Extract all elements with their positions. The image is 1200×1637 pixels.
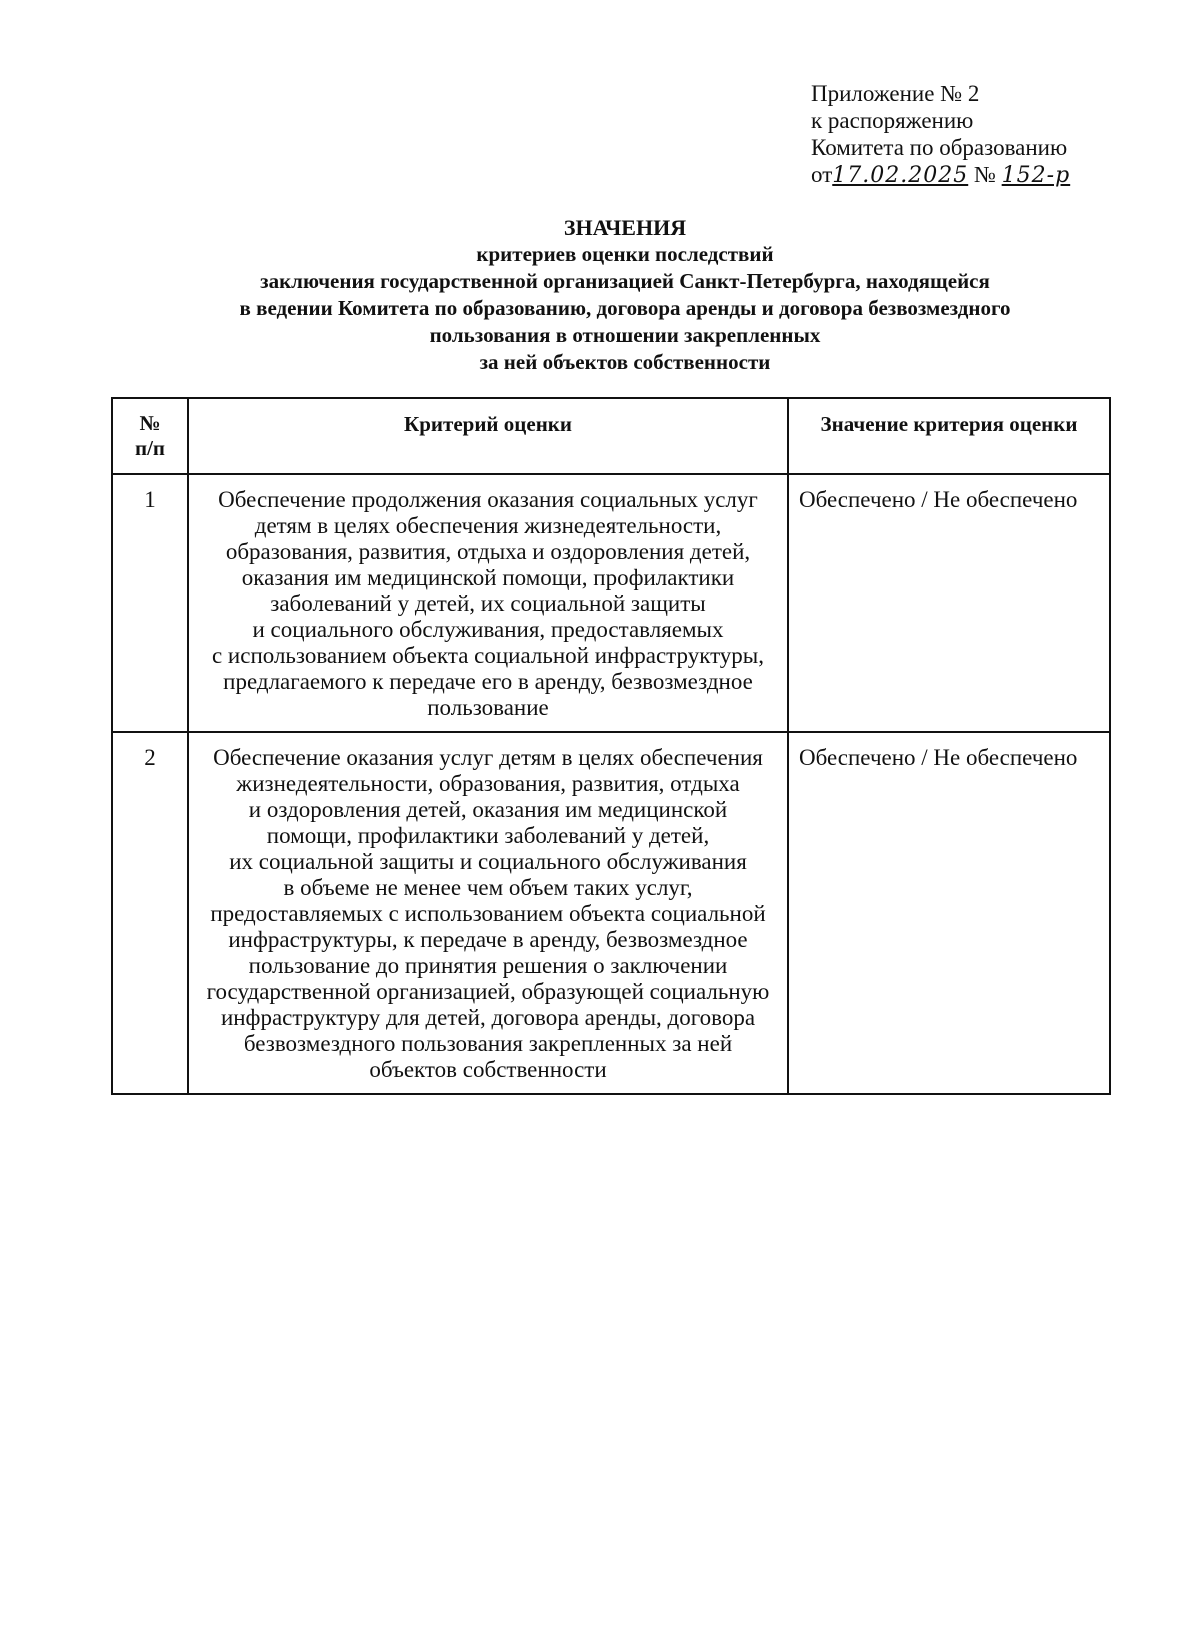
criterion-line: оказания им медицинской помощи, профилактики [241,565,735,590]
criterion-line: в объеме не менее чем объем таких услуг, [283,875,693,900]
header-number [112,398,188,474]
criterion-line: инфраструктуру для детей, договора аренды, договора [220,1005,756,1030]
handwritten-date: 17.02.2025 [832,163,969,188]
criterion-line: с использованием объекта социальной инфраструктуры, [211,643,765,668]
document-title [60,214,1190,376]
appendix-order-ref: к распоряжению [811,108,974,133]
title-line-2: критериев оценки последствий [476,242,774,266]
criterion-line: объектов собственности [369,1057,607,1082]
header-number-line2: п/п [134,436,166,460]
header-value: Значение критерия оценки [788,398,1110,474]
table-header-row [112,398,1110,474]
criterion-line: детям в целях обеспечения жизнедеятельности, [254,513,722,538]
criterion-line: предоставляемых с использованием объекта социальной [210,901,766,926]
table-row [112,474,1110,732]
criterion-line: жизнедеятельности, образования, развития, отдыха [236,771,740,796]
title-line-4: в ведении Комитета по образованию, договора аренды и договора безвозмездного [239,296,1011,320]
criterion-line: заболеваний у детей, их социальной защиты [270,591,706,616]
row-number: 2 [112,732,188,1094]
criterion-line: безвозмездного пользования закрепленных за ней [243,1031,733,1056]
appendix-header [811,80,1070,189]
title-line-3: заключения государственной организацией Санкт-Петербурга, находящейся [260,269,990,293]
table-row [112,732,1110,1094]
row-number: 1 [112,474,188,732]
criteria-table [111,397,1111,1095]
criterion-line: и оздоровления детей, оказания им медицинской [248,797,728,822]
appendix-title: Приложение № 2 [811,81,980,106]
criterion-line: инфраструктуры, к передаче в аренду, безвозмездное [228,927,748,952]
number-prefix: № [973,162,996,187]
header-number-line1: № [139,411,161,435]
header-criterion: Критерий оценки [188,398,788,474]
row-criterion [188,732,788,1094]
appendix-committee: Комитета по образованию [811,135,1068,160]
criterion-line: Обеспечение оказания услуг детям в целях обеспечения [213,745,763,770]
criterion-line: помощи, профилактики заболеваний у детей, [266,823,710,848]
row-criterion [188,474,788,732]
handwritten-number: 152-р [1001,163,1071,188]
criterion-line: пользование до принятия решения о заключении [248,953,728,978]
criterion-line: Обеспечение продолжения оказания социальных услуг [218,487,758,512]
row-value: Обеспечено / Не обеспечено [788,474,1110,732]
row-value: Обеспечено / Не обеспечено [788,732,1110,1094]
criterion-line: их социальной защиты и социального обслуживания [229,849,747,874]
date-prefix: от [811,162,833,187]
criterion-line: образования, развития, отдыха и оздоровления детей, [225,539,751,564]
criterion-line: государственной организацией, образующей социальную [206,979,770,1004]
criterion-line: и социального обслуживания, предоставляемых [252,617,724,642]
title-line-1: ЗНАЧЕНИЯ [563,215,687,240]
title-line-6: за ней объектов собственности [479,350,771,374]
criterion-line: предлагаемого к передаче его в аренду, безвозмездное [223,669,753,694]
appendix-date-number [811,161,1070,189]
criterion-line: пользование [427,695,549,720]
title-line-5: пользования в отношении закрепленных [429,323,821,347]
